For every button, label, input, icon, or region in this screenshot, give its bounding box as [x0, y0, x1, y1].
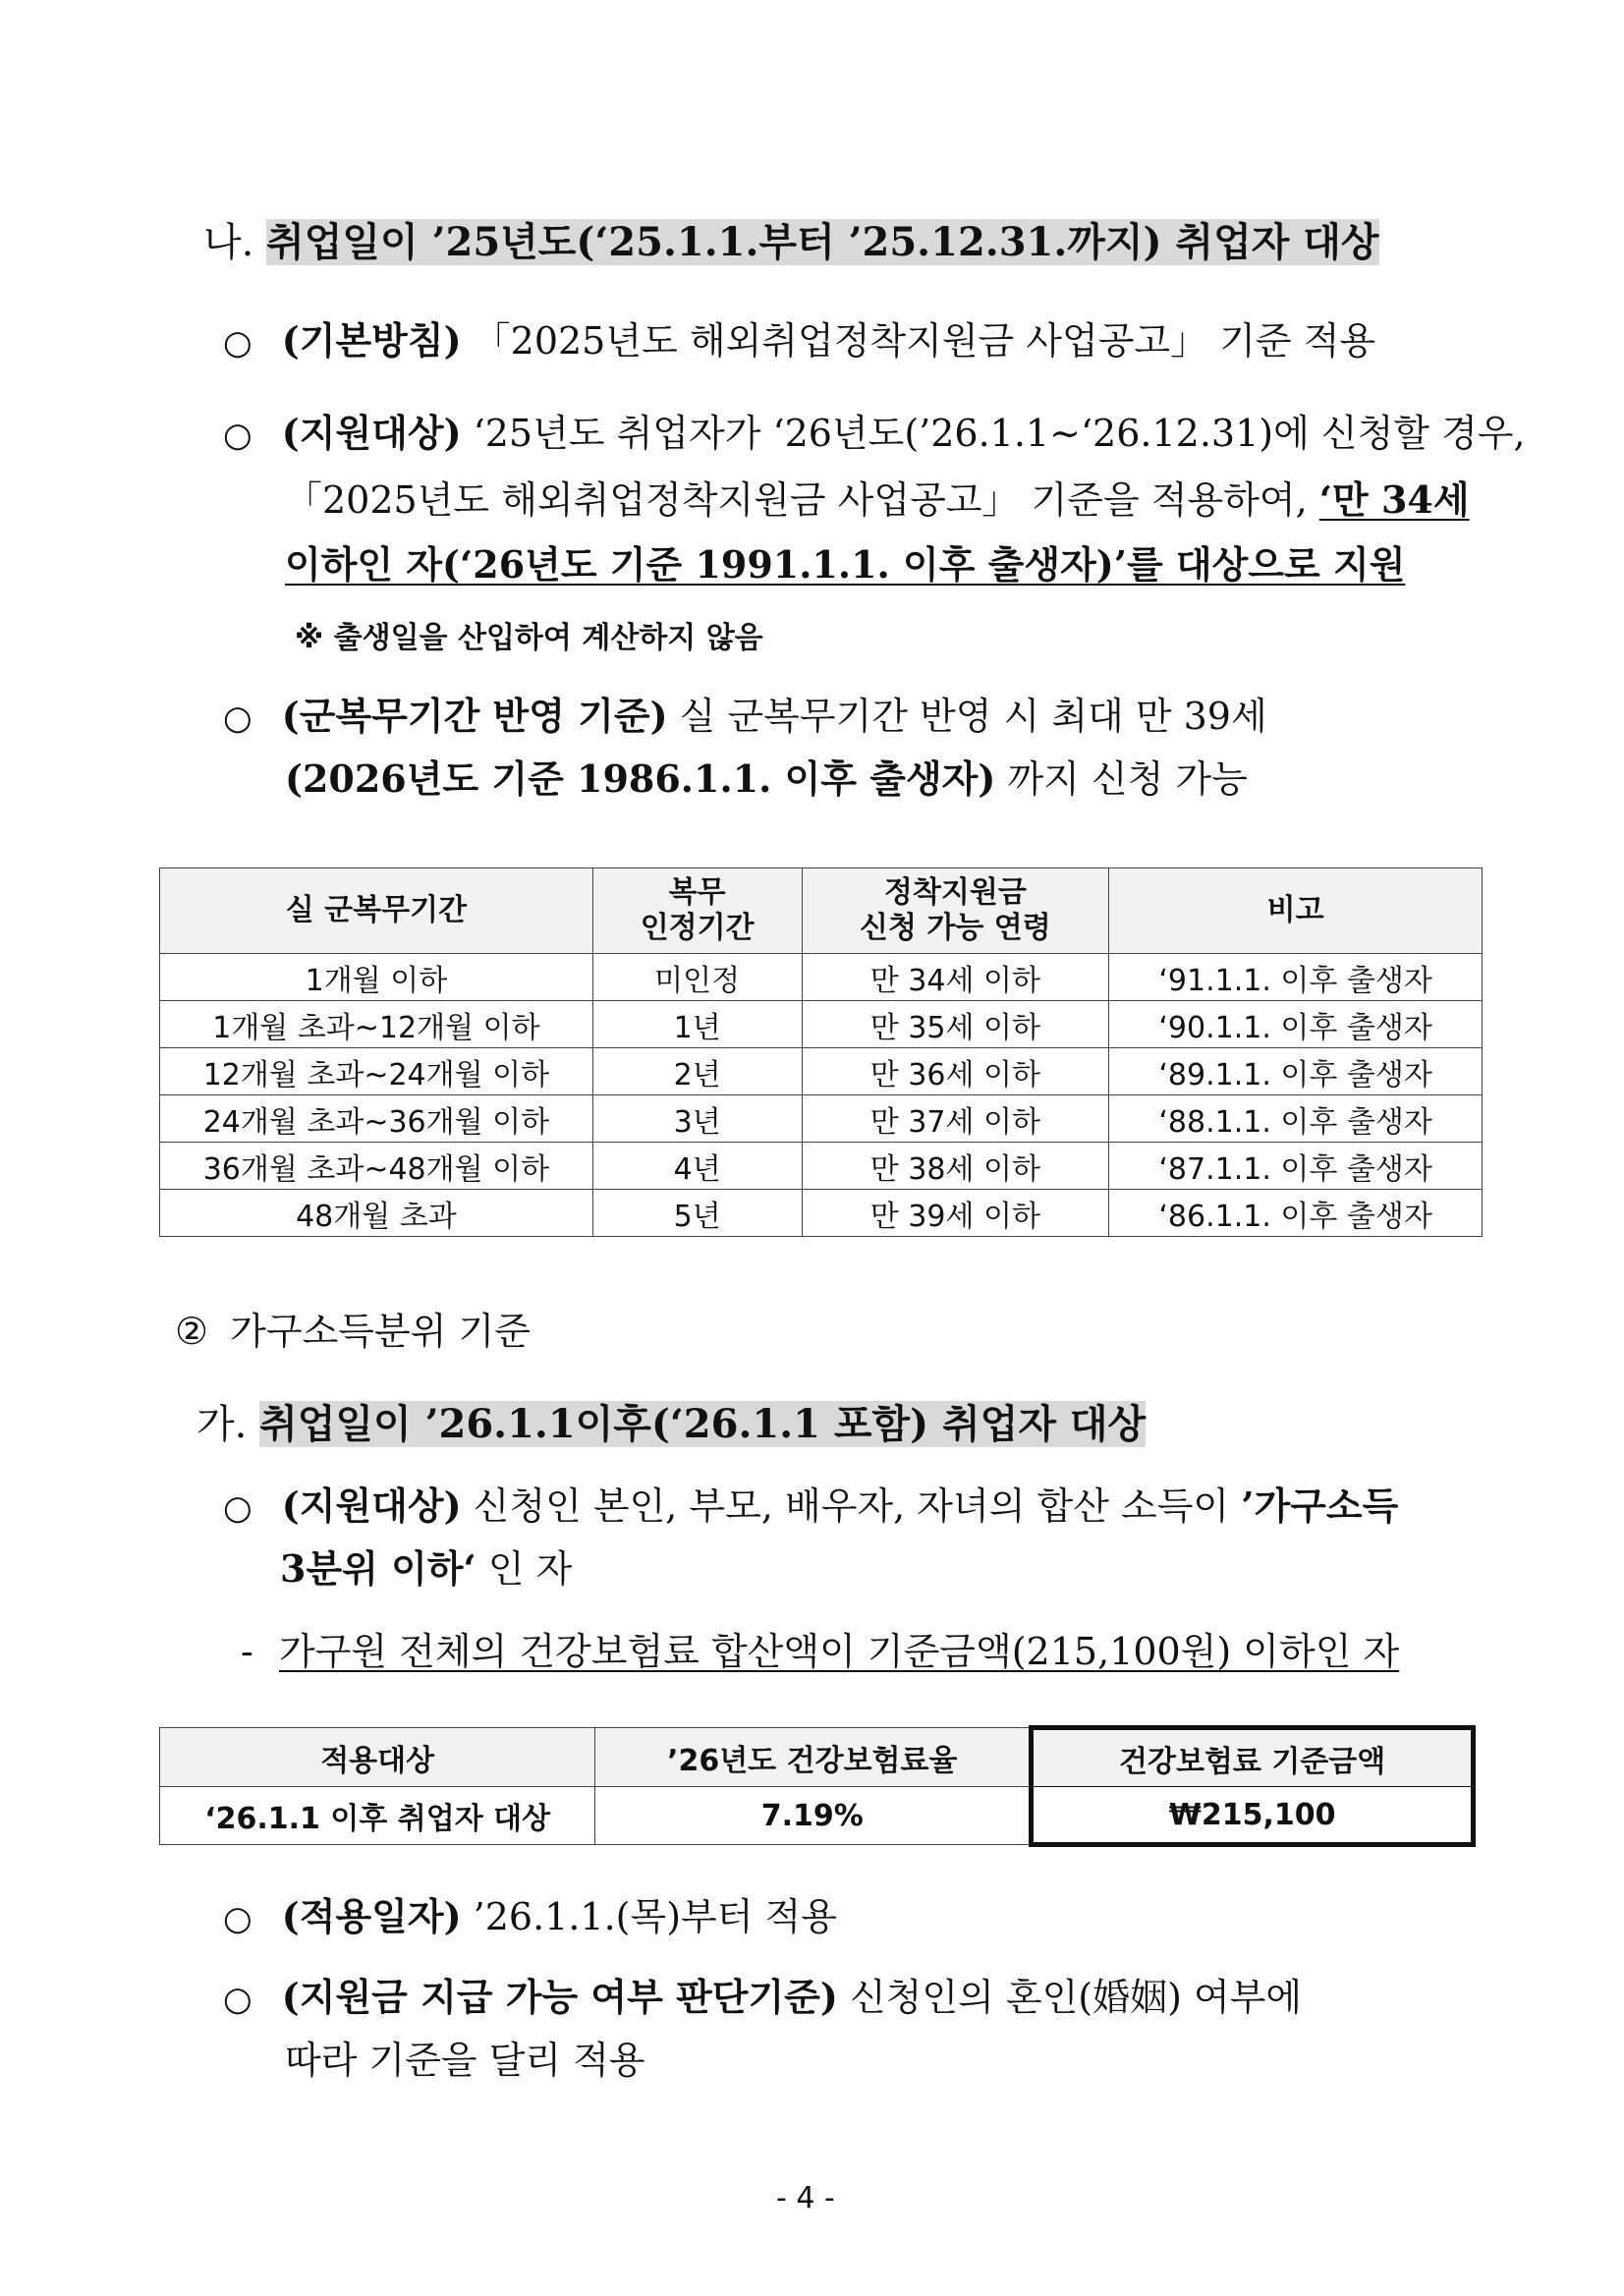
- table-cell: 12개월 초과~24개월 이하: [160, 1048, 593, 1095]
- table-row: [160, 1095, 1483, 1143]
- bullet-marker: ○: [223, 1488, 252, 1528]
- bullet-text: 실 군복무기간 반영 시 최대 만 39세: [679, 695, 1267, 738]
- table-cell: 3년: [592, 1095, 802, 1143]
- table-cell: ₩215,100: [1032, 1787, 1474, 1845]
- section-title: 취업일이 ’26.1.1이후(‘26.1.1 포함) 취업자 대상: [259, 1401, 1147, 1447]
- section-na-heading: [203, 217, 1379, 268]
- bullet-text: 인 자: [487, 1547, 573, 1591]
- income-sub-item: [241, 1627, 1399, 1676]
- bullet-text: ’26.1.1.(목)부터 적용: [473, 1895, 837, 1938]
- note-birthdate: ※ 출생일을 산입하여 계산하지 않음: [295, 621, 763, 655]
- table-header-row: [160, 868, 1483, 954]
- section-ga-heading: [196, 1399, 1146, 1450]
- table-header: 실 군복무기간: [160, 868, 593, 954]
- table-cell: ‘86.1.1. 이후 출생자: [1109, 1190, 1483, 1237]
- table-row: [160, 1001, 1483, 1048]
- table-row: [160, 1787, 1474, 1845]
- bullet-income-target: [223, 1482, 1398, 1533]
- table-cell: 1개월 초과~12개월 이하: [160, 1001, 593, 1048]
- table-header: ’26년도 건강보험료율: [595, 1728, 1032, 1787]
- section-title: 취업일이 ’25년도(‘25.1.1.부터 ’25.12.31.까지) 취업자 대상: [266, 219, 1379, 265]
- bullet-military: [223, 692, 1267, 743]
- table-cell: ‘87.1.1. 이후 출생자: [1109, 1143, 1483, 1190]
- bullet-military-line2: [285, 755, 1248, 804]
- table-cell: 만 37세 이하: [802, 1095, 1109, 1143]
- bullet-marker: ○: [223, 1899, 252, 1938]
- bullet-text-bold: ’가구소득: [1241, 1484, 1399, 1528]
- bullet-label: (지원금 지급 가능 여부 판단기준): [281, 1975, 838, 2019]
- table-cell: 만 39세 이하: [802, 1190, 1109, 1237]
- bullet-target-25-line3: [285, 540, 1405, 589]
- bullet-label: (지원대상): [281, 1484, 462, 1528]
- income-sub-text: 가구원 전체의 건강보험료 합산액이 기준금액(215,100원) 이하인 자: [278, 1630, 1400, 1673]
- table-row: [160, 1048, 1483, 1095]
- table-cell: 1개월 이하: [160, 954, 593, 1001]
- page-number: - 4 -: [776, 2181, 835, 2215]
- bullet-text-bold: (2026년도 기준 1986.1.1. 이후 출생자): [285, 756, 996, 801]
- table-cell: 4년: [592, 1143, 802, 1190]
- section-marker: ②: [175, 1310, 209, 1353]
- table-cell: 5년: [592, 1190, 802, 1237]
- table-header-row: [160, 1728, 1474, 1787]
- table-cell: ‘89.1.1. 이후 출생자: [1109, 1048, 1483, 1095]
- bullet-judgement-line2: [285, 2036, 645, 2085]
- bullet-marker: ○: [223, 699, 252, 738]
- bullet-income-target-line2: [280, 1544, 572, 1594]
- table-cell: 만 36세 이하: [802, 1048, 1109, 1095]
- table-cell: 만 38세 이하: [802, 1143, 1109, 1190]
- table-cell: 24개월 초과~36개월 이하: [160, 1095, 593, 1143]
- table-cell: ‘26.1.1 이후 취업자 대상: [160, 1787, 595, 1845]
- bullet-marker: ○: [223, 1980, 252, 2019]
- bullet-label: (지원대상): [281, 411, 462, 455]
- bullet-text: 신청인 본인, 부모, 배우자, 자녀의 합산 소득이: [473, 1484, 1230, 1528]
- bullet-text: 따라 기준을 달리 적용: [285, 2039, 645, 2082]
- section-2-heading: [175, 1307, 531, 1356]
- table-cell: 48개월 초과: [160, 1190, 593, 1237]
- bullet-label: (기본방침): [281, 318, 462, 363]
- bullet-text-underlined: 이하인 자(‘26년도 기준 1991.1.1. 이후 출생자)’를 대상으로 지원: [285, 542, 1406, 587]
- table-header: 건강보험료 기준금액: [1032, 1728, 1474, 1787]
- bullet-marker: ○: [223, 323, 252, 363]
- table-row: [160, 1143, 1483, 1190]
- table-cell: 만 34세 이하: [802, 954, 1109, 1001]
- table-row: [160, 1190, 1483, 1237]
- bullet-basic-policy: [223, 316, 1375, 367]
- bullet-judgement: [223, 1973, 1302, 2024]
- table-header: 적용대상: [160, 1728, 595, 1787]
- bullet-text-underlined: ‘만 34세: [1318, 477, 1470, 522]
- bullet-label: (적용일자): [281, 1894, 462, 1938]
- bullet-target-25-line2: [285, 476, 1470, 525]
- section-title: 가구소득분위 기준: [230, 1310, 531, 1353]
- bullet-label: (군복무기간 반영 기준): [281, 694, 668, 738]
- table-cell: 1년: [592, 1001, 802, 1048]
- table-cell: ‘91.1.1. 이후 출생자: [1109, 954, 1483, 1001]
- military-service-table: [159, 868, 1483, 1237]
- table-cell: ‘88.1.1. 이후 출생자: [1109, 1095, 1483, 1143]
- bullet-text-line2: 「2025년도 해외취업정착지원금 사업공고」 기준을 적용하여,: [285, 478, 1308, 522]
- bullet-apply-date: [223, 1892, 837, 1943]
- table-header: 복무 인정기간: [592, 868, 802, 954]
- section-marker: 나.: [203, 220, 254, 265]
- insurance-table: [159, 1725, 1476, 1847]
- bullet-text: 까지 신청 가능: [1007, 757, 1248, 801]
- table-cell: 미인정: [592, 954, 802, 1001]
- table-row: [160, 954, 1483, 1001]
- table-cell: 2년: [592, 1048, 802, 1095]
- bullet-text: 신청인의 혼인(婚姻) 여부에: [849, 1976, 1303, 2019]
- table-header: 비고: [1109, 868, 1483, 954]
- bullet-target-25: [223, 409, 1526, 460]
- table-cell: ‘90.1.1. 이후 출생자: [1109, 1001, 1483, 1048]
- bullet-text-line1: ‘25년도 취업자가 ‘26년도(’26.1.1∼‘26.12.31)에 신청할 경우,: [473, 412, 1526, 455]
- section-marker: 가.: [196, 1402, 248, 1447]
- table-cell: 7.19%: [595, 1787, 1032, 1845]
- dash-marker: -: [241, 1630, 253, 1673]
- bullet-text-bold: 3분위 이하‘: [280, 1546, 476, 1591]
- bullet-text: 「2025년도 해외취업정착지원금 사업공고」 기준 적용: [473, 319, 1376, 363]
- table-cell: 36개월 초과~48개월 이하: [160, 1143, 593, 1190]
- table-cell: 만 35세 이하: [802, 1001, 1109, 1048]
- bullet-marker: ○: [223, 416, 252, 455]
- table-header: 정착지원금 신청 가능 연령: [802, 868, 1109, 954]
